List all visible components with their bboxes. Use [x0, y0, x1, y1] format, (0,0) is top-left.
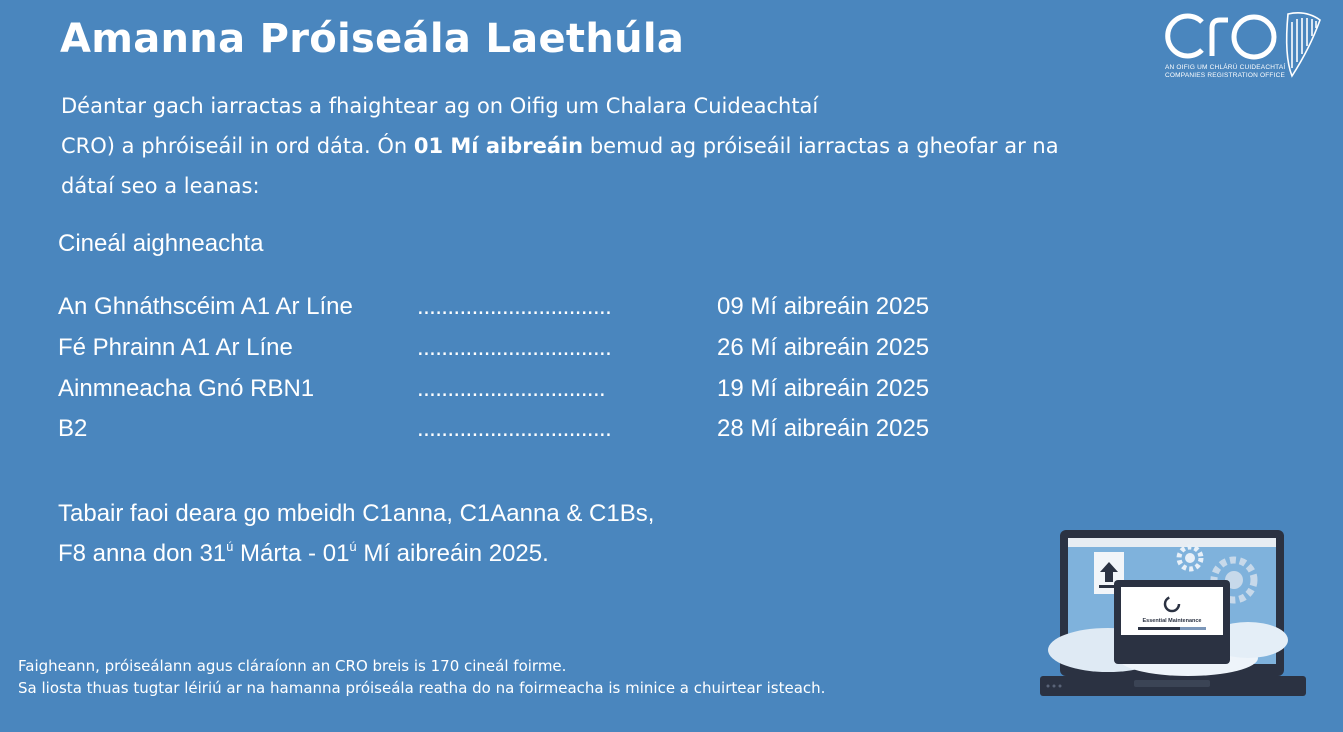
schedule-row [0, 293, 1000, 327]
schedule-row [0, 334, 1000, 368]
intro-line-2 [61, 126, 1181, 166]
submission-type-heading: Cineál aighneachta [58, 230, 264, 257]
intro-line-1: Déantar gach iarractas a fhaightear ag on Oifig um Chalara Cuideachtaí [61, 94, 819, 118]
schedule-row-label: An Ghnáthscéim A1 Ar Líne [58, 293, 353, 320]
notice-line-2 [58, 534, 654, 574]
logo-subtitle-english: COMPANIES REGISTRATION OFFICE [1165, 72, 1286, 79]
notice-paragraph [58, 494, 654, 574]
page-title: Amanna Próiseála Laethúla [60, 16, 685, 62]
laptop-icon [1038, 530, 1308, 702]
laptop-screen-text: Essential Maintenance [1142, 618, 1202, 624]
schedule-row-leader: ................................ [417, 415, 612, 442]
intro-line-2-end: bemud ag próiseáil iarractas a gheofar ar na [583, 134, 1059, 158]
schedule-row-date: 19 Mí aibreáin 2025 [717, 375, 930, 402]
footer-line-1: Faigheann, próiseálann agus cláraíonn an CRO breis is 170 cineál foirme. [18, 657, 567, 675]
notice-text: F8 anna don 31 [58, 540, 227, 567]
notice-line-1: Tabair faoi deara go mbeidh C1anna, C1Aanna & C1Bs, [58, 500, 655, 527]
schedule-row-date: 28 Mí aibreáin 2025 [717, 415, 930, 442]
footer-line-2: Sa liosta thuas tugtar léiriú ar na hamanna próiseála reatha do na foirmeacha is minice a chuirtear isteach. [18, 679, 826, 697]
cro-logo [1160, 8, 1330, 84]
schedule-row [0, 375, 1000, 409]
ordinal-suffix: ú [349, 539, 357, 554]
schedule-row-label: B2 [58, 415, 88, 442]
schedule-row-leader: ................................ [417, 334, 612, 361]
intro-line-2-start: CRO) a phróiseáil in ord dáta. Ón [61, 134, 414, 158]
laptop-maintenance-illustration [1038, 530, 1308, 707]
notice-text: Mí aibreáin 2025. [356, 540, 549, 567]
intro-start-date: 01 Mí aibreáin [413, 134, 584, 158]
schedule-row [0, 415, 1000, 449]
schedule-row-date: 09 Mí aibreáin 2025 [717, 293, 930, 320]
notice-text: Márta - 01 [233, 540, 350, 567]
schedule-row-leader: ................................ [417, 293, 612, 320]
footer-text [18, 655, 825, 699]
intro-line-3: dátaí seo a leanas: [61, 174, 260, 198]
schedule-row-label: Ainmneacha Gnó RBN1 [58, 375, 315, 402]
intro-paragraph [61, 86, 1181, 206]
schedule-row-label: Fé Phrainn A1 Ar Líne [58, 334, 293, 361]
schedule-row-leader: ............................... [417, 375, 606, 402]
ordinal-suffix: ú [226, 539, 234, 554]
logo-subtitle-irish: AN OIFIG UM CHLÁRÚ CUIDEACHTAÍ [1165, 64, 1286, 71]
schedule-row-date: 26 Mí aibreáin 2025 [717, 334, 930, 361]
